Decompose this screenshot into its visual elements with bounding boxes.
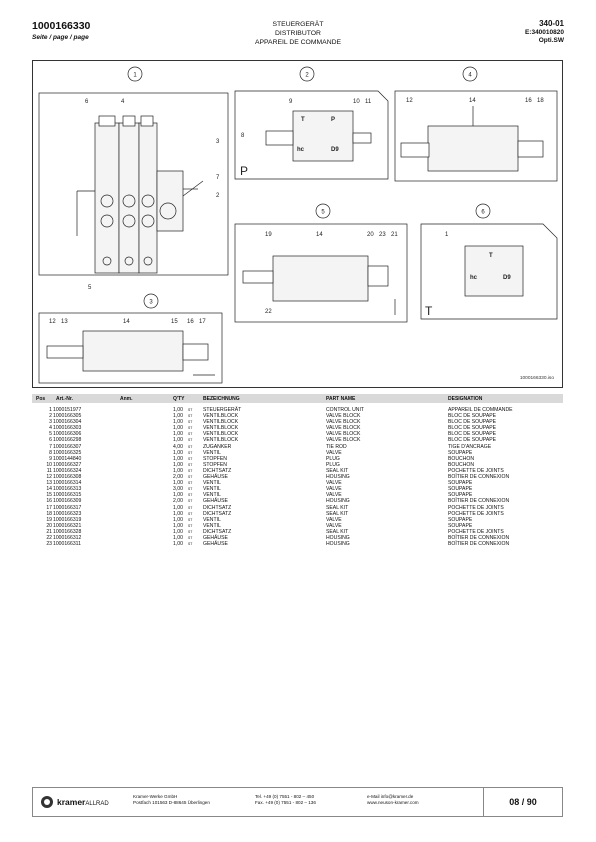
view-4 bbox=[395, 91, 557, 181]
cell-qty: 1,00 bbox=[173, 492, 183, 499]
cell-unit: ST bbox=[188, 450, 193, 455]
part-number: 1000166330 bbox=[32, 20, 91, 32]
cell-pos: 2 bbox=[49, 413, 52, 420]
cell-fr: BLOC DE SOUPAPE bbox=[448, 413, 497, 420]
svg-text:1: 1 bbox=[445, 232, 449, 238]
cell-art: 1000166298 bbox=[53, 437, 82, 444]
cell-fr: POCHETTE DE JOINTS bbox=[448, 504, 504, 511]
col-fr: DESIGNATION bbox=[448, 396, 483, 402]
svg-text:hc: hc bbox=[297, 147, 305, 153]
cell-pos: 22 bbox=[46, 534, 52, 541]
cell-en: VALVE BLOCK bbox=[326, 437, 361, 444]
cell-art: 1000166315 bbox=[53, 492, 82, 499]
view-marker-4 bbox=[463, 67, 477, 81]
col-qty: Q'TY bbox=[173, 396, 185, 402]
cell-qty: 1,00 bbox=[173, 541, 183, 548]
cell-fr: SOUPAPE bbox=[448, 522, 473, 529]
cell-fr: SOUPAPE bbox=[448, 492, 473, 499]
cell-art: 1000166314 bbox=[53, 480, 82, 487]
svg-text:10: 10 bbox=[353, 99, 360, 105]
cell-de: DICHTSATZ bbox=[203, 467, 232, 474]
cell-art: 1000166321 bbox=[53, 522, 82, 529]
cell-unit: ST bbox=[188, 505, 193, 510]
company-logo bbox=[41, 796, 109, 808]
exploded-drawing bbox=[32, 60, 563, 388]
cell-pos: 10 bbox=[46, 461, 52, 468]
svg-text:P: P bbox=[331, 117, 336, 123]
view-1 bbox=[39, 93, 228, 291]
cell-en: HOUSING bbox=[326, 541, 350, 548]
cell-de: VENTIL bbox=[203, 516, 221, 523]
cell-fr: POCHETTE DE JOINTS bbox=[448, 528, 504, 535]
cell-unit: ST bbox=[188, 432, 193, 437]
svg-text:1: 1 bbox=[133, 72, 137, 79]
drawing-svg bbox=[33, 61, 564, 389]
cell-fr: BOÎTIER DE CONNEXION bbox=[448, 474, 510, 481]
svg-text:18: 18 bbox=[537, 98, 544, 104]
svg-text:13: 13 bbox=[61, 319, 68, 325]
cell-unit: ST bbox=[188, 475, 193, 480]
svg-text:15: 15 bbox=[171, 319, 178, 325]
svg-text:19: 19 bbox=[265, 232, 272, 238]
title-de: STEUERGERÄT bbox=[272, 21, 324, 28]
cell-qty: 1,00 bbox=[173, 431, 183, 438]
cell-en: SEAL KIT bbox=[326, 528, 349, 535]
svg-text:T: T bbox=[425, 304, 433, 318]
cell-de: VENTILBLOCK bbox=[203, 419, 239, 426]
cell-pos: 23 bbox=[46, 541, 52, 548]
cell-unit: ST bbox=[188, 481, 193, 486]
col-en: PART NAME bbox=[326, 396, 356, 402]
cell-en: VALVE bbox=[326, 486, 342, 493]
cell-unit: ST bbox=[188, 456, 193, 461]
cell-qty: 4,00 bbox=[173, 443, 183, 450]
cell-unit: ST bbox=[188, 517, 193, 522]
cell-pos: 5 bbox=[49, 431, 52, 438]
svg-text:23: 23 bbox=[379, 232, 386, 238]
cell-fr: POCHETTE DE JOINTS bbox=[448, 510, 504, 517]
cell-qty: 2,00 bbox=[173, 474, 183, 481]
cell-art: 1000144840 bbox=[53, 455, 82, 462]
view-marker-6 bbox=[476, 204, 490, 218]
col-art: Art.-Nr. bbox=[56, 396, 73, 402]
cell-pos: 4 bbox=[49, 425, 52, 432]
svg-text:4: 4 bbox=[121, 99, 125, 105]
cell-pos: 18 bbox=[46, 510, 52, 517]
cell-en: SEAL KIT bbox=[326, 504, 349, 511]
cell-fr: APPAREIL DE COMMANDE bbox=[448, 407, 513, 413]
cell-art: 1000166324 bbox=[53, 467, 82, 474]
page-label: Seite / page / page bbox=[32, 34, 89, 41]
view-3 bbox=[39, 313, 222, 383]
view-marker-3 bbox=[144, 294, 158, 308]
cell-en: VALVE BLOCK bbox=[326, 413, 361, 420]
cell-en: VALVE bbox=[326, 480, 342, 487]
cell-qty: 1,00 bbox=[173, 419, 183, 426]
cell-de: STOPFEN bbox=[203, 461, 227, 468]
svg-text:12: 12 bbox=[406, 98, 413, 104]
cell-art: 1000166311 bbox=[53, 541, 81, 548]
cell-pos: 14 bbox=[46, 486, 52, 493]
svg-text:6: 6 bbox=[481, 209, 485, 216]
cell-pos: 16 bbox=[46, 498, 52, 505]
cell-pos: 7 bbox=[49, 443, 52, 450]
cell-de: VENTILBLOCK bbox=[203, 413, 239, 420]
svg-text:T: T bbox=[489, 253, 493, 259]
cell-art: 1000166327 bbox=[53, 461, 82, 468]
svg-text:5: 5 bbox=[321, 209, 325, 216]
doc-number: 340-01 bbox=[539, 19, 564, 28]
cell-qty: 1,00 bbox=[173, 461, 183, 468]
svg-text:21: 21 bbox=[391, 232, 398, 238]
cell-art: 1000166309 bbox=[53, 498, 82, 505]
cell-art: 1000166306 bbox=[53, 431, 82, 438]
cell-fr: BLOC DE SOUPAPE bbox=[448, 419, 497, 426]
cell-art: 1000166325 bbox=[53, 449, 82, 456]
cell-qty: 1,00 bbox=[173, 504, 183, 511]
svg-text:3: 3 bbox=[216, 139, 220, 145]
view-marker-1 bbox=[128, 67, 142, 81]
cell-en: PLUG bbox=[326, 461, 340, 468]
svg-text:17: 17 bbox=[199, 319, 206, 325]
cell-de: STOPFEN bbox=[203, 455, 227, 462]
svg-text:6: 6 bbox=[85, 99, 89, 105]
cell-pos: 9 bbox=[49, 455, 52, 462]
cell-fr: BOÎTIER DE CONNEXION bbox=[448, 534, 510, 541]
cell-qty: 1,00 bbox=[173, 516, 183, 523]
cell-pos: 19 bbox=[46, 516, 52, 523]
cell-unit: ST bbox=[188, 438, 193, 443]
cell-en: TIE ROD bbox=[326, 443, 347, 450]
cell-de: VENTIL bbox=[203, 449, 221, 456]
svg-text:P: P bbox=[240, 164, 249, 178]
cell-qty: 1,00 bbox=[173, 425, 183, 432]
cell-de: DICHTSATZ bbox=[203, 504, 232, 511]
view-2 bbox=[235, 91, 388, 179]
cell-fr: BLOC DE SOUPAPE bbox=[448, 437, 497, 444]
cell-fr: SOUPAPE bbox=[448, 486, 473, 493]
svg-text:D9: D9 bbox=[331, 147, 339, 153]
cell-art: 1000166323 bbox=[53, 510, 82, 517]
title-en: DISTRIBUTOR bbox=[275, 30, 321, 37]
cell-en: HOUSING bbox=[326, 534, 350, 541]
svg-text:14: 14 bbox=[469, 98, 476, 104]
document-ref bbox=[525, 20, 564, 46]
cell-pos: 8 bbox=[49, 449, 52, 456]
cell-pos: 20 bbox=[46, 522, 52, 529]
cell-fr: SOUPAPE bbox=[448, 480, 473, 487]
cell-pos: 6 bbox=[49, 437, 52, 444]
cell-unit: ST bbox=[188, 444, 193, 449]
cell-art: 1000166308 bbox=[53, 474, 82, 481]
opti-ref: Opti.SW bbox=[538, 37, 564, 44]
view-6 bbox=[421, 224, 557, 319]
cell-pos: 21 bbox=[46, 528, 52, 535]
title-fr: APPAREIL DE COMMANDE bbox=[254, 39, 342, 46]
cell-en: VALVE bbox=[326, 449, 342, 456]
cell-unit: ST bbox=[188, 426, 193, 431]
col-de: BEZEICHNUNG bbox=[203, 396, 240, 402]
company-phone: Tel. +49 (0) 7551 - 802 – 450 Fax. +49 (0) 7551 - 802 – 136 bbox=[255, 794, 316, 805]
cell-qty: 1,00 bbox=[173, 413, 183, 420]
brand-sub: ALLRAD bbox=[85, 801, 109, 807]
cell-qty: 1,00 bbox=[173, 455, 183, 462]
e-reference: E:340010820 bbox=[524, 28, 564, 36]
drawing-reference: 1000166330.iso bbox=[519, 376, 554, 381]
cell-unit: ST bbox=[188, 487, 193, 492]
cell-qty: 1,00 bbox=[173, 480, 183, 487]
svg-text:2: 2 bbox=[305, 72, 309, 79]
cell-unit: ST bbox=[188, 511, 193, 516]
cell-unit: ST bbox=[188, 468, 193, 473]
cell-en: VALVE bbox=[326, 522, 342, 529]
company-contact: e-Mail info@kramer.de www.neuson-kramer.com bbox=[367, 794, 419, 805]
cell-de: VENTILBLOCK bbox=[203, 431, 239, 438]
svg-text:14: 14 bbox=[123, 319, 130, 325]
page-footer bbox=[32, 787, 563, 817]
cell-unit: ST bbox=[188, 414, 193, 419]
parts-table-body bbox=[32, 407, 563, 547]
cell-art: 1000166312 bbox=[53, 534, 82, 541]
cell-pos: 1 bbox=[49, 407, 52, 413]
cell-pos: 15 bbox=[46, 492, 52, 499]
svg-text:16: 16 bbox=[525, 98, 532, 104]
cell-qty: 3,00 bbox=[173, 486, 183, 493]
cell-de: GEHÄUSE bbox=[203, 541, 228, 548]
cell-de: VENTILBLOCK bbox=[203, 425, 239, 432]
cell-fr: TIGE D'ANCRAGE bbox=[448, 443, 492, 450]
svg-text:12: 12 bbox=[49, 319, 56, 325]
cell-fr: BOÎTIER DE CONNEXION bbox=[448, 541, 510, 548]
cell-art: 1000166303 bbox=[53, 425, 82, 432]
svg-text:3: 3 bbox=[149, 299, 153, 306]
cell-de: VENTILBLOCK bbox=[203, 437, 239, 444]
cell-en: CONTROL UNIT bbox=[326, 407, 365, 413]
brand-name: kramer bbox=[57, 797, 86, 807]
cell-unit: ST bbox=[188, 493, 193, 498]
svg-text:14: 14 bbox=[316, 232, 323, 238]
cell-unit: ST bbox=[188, 408, 193, 412]
cell-unit: ST bbox=[188, 542, 193, 547]
cell-unit: ST bbox=[188, 420, 193, 425]
cell-unit: ST bbox=[188, 462, 193, 467]
cell-unit: ST bbox=[188, 535, 193, 540]
cell-fr: BOÎTIER DE CONNEXION bbox=[448, 498, 510, 505]
cell-de: DICHTSATZ bbox=[203, 528, 232, 535]
kramer-logo-icon bbox=[41, 796, 53, 808]
cell-fr: SOUPAPE bbox=[448, 449, 473, 456]
cell-de: GEHÄUSE bbox=[203, 474, 228, 481]
svg-text:T: T bbox=[301, 117, 305, 123]
svg-text:22: 22 bbox=[265, 309, 272, 315]
cell-pos: 17 bbox=[46, 504, 52, 511]
cell-en: VALVE bbox=[326, 516, 342, 523]
svg-text:16: 16 bbox=[187, 319, 194, 325]
cell-en: SEAL KIT bbox=[326, 510, 349, 517]
cell-qty: 2,00 bbox=[173, 498, 183, 505]
cell-de: GEHÄUSE bbox=[203, 498, 228, 505]
col-anm: Anm. bbox=[120, 396, 133, 402]
cell-pos: 3 bbox=[49, 419, 52, 426]
cell-en: VALVE BLOCK bbox=[326, 419, 361, 426]
svg-text:9: 9 bbox=[289, 99, 293, 105]
cell-art: 1000166307 bbox=[53, 443, 82, 450]
svg-text:D9: D9 bbox=[503, 275, 511, 281]
cell-art: 1000151977 bbox=[53, 407, 82, 413]
cell-fr: BOUCHON bbox=[448, 461, 475, 468]
cell-art: 1000166305 bbox=[53, 413, 82, 420]
cell-qty: 1,00 bbox=[173, 522, 183, 529]
cell-de: VENTIL bbox=[203, 480, 221, 487]
view-5 bbox=[235, 224, 407, 322]
cell-fr: BOUCHON bbox=[448, 455, 475, 462]
cell-unit: ST bbox=[188, 499, 193, 504]
document-title bbox=[200, 20, 396, 47]
svg-text:4: 4 bbox=[468, 72, 472, 79]
cell-fr: BLOC DE SOUPAPE bbox=[448, 425, 497, 432]
cell-art: 1000166317 bbox=[53, 504, 82, 511]
cell-de: VENTIL bbox=[203, 486, 221, 493]
cell-en: HOUSING bbox=[326, 498, 350, 505]
cell-en: PLUG bbox=[326, 455, 340, 462]
cell-art: 1000166304 bbox=[53, 419, 82, 426]
cell-pos: 13 bbox=[46, 480, 52, 487]
company-address: Kramer-Werke GmbH Postfach 101563 D-88645 Überlingen bbox=[133, 794, 210, 805]
svg-text:20: 20 bbox=[367, 232, 374, 238]
cell-qty: 1,00 bbox=[173, 510, 183, 517]
cell-de: GEHÄUSE bbox=[203, 534, 228, 541]
svg-text:hc: hc bbox=[470, 275, 478, 281]
cell-fr: POCHETTE DE JOINTS bbox=[448, 467, 504, 474]
cell-de: VENTIL bbox=[203, 492, 221, 499]
cell-en: VALVE BLOCK bbox=[326, 425, 361, 432]
svg-text:5: 5 bbox=[88, 285, 92, 291]
cell-en: VALVE bbox=[326, 492, 342, 499]
cell-pos: 12 bbox=[46, 474, 52, 481]
cell-qty: 1,00 bbox=[173, 437, 183, 444]
cell-de: DICHTSATZ bbox=[203, 510, 232, 517]
cell-fr: BLOC DE SOUPAPE bbox=[448, 431, 497, 438]
cell-qty: 1,00 bbox=[173, 528, 183, 535]
cell-en: VALVE BLOCK bbox=[326, 431, 361, 438]
cell-pos: 11 bbox=[46, 467, 52, 474]
cell-art: 1000166319 bbox=[53, 516, 82, 523]
col-pos: Pos bbox=[36, 396, 46, 402]
cell-qty: 1,00 bbox=[173, 407, 183, 413]
cell-art: 1000166313 bbox=[53, 486, 82, 493]
cell-en: SEAL KIT bbox=[326, 467, 349, 474]
cell-unit: ST bbox=[188, 523, 193, 528]
cell-fr: SOUPAPE bbox=[448, 516, 473, 523]
cell-qty: 1,00 bbox=[173, 449, 183, 456]
cell-de: VENTIL bbox=[203, 522, 221, 529]
view-marker-5 bbox=[316, 204, 330, 218]
svg-text:2: 2 bbox=[216, 193, 220, 199]
cell-unit: ST bbox=[188, 529, 193, 534]
cell-de: STEUERGERÄT bbox=[203, 407, 242, 413]
svg-text:8: 8 bbox=[241, 133, 245, 139]
view-marker-2 bbox=[300, 67, 314, 81]
table-row bbox=[32, 541, 563, 547]
cell-en: HOUSING bbox=[326, 474, 350, 481]
parts-table-header bbox=[32, 394, 563, 403]
cell-de: ZUGANKER bbox=[203, 443, 232, 450]
page-number: 08 / 90 bbox=[483, 788, 562, 816]
cell-qty: 1,00 bbox=[173, 534, 183, 541]
cell-qty: 1,00 bbox=[173, 467, 183, 474]
svg-text:7: 7 bbox=[216, 175, 220, 181]
svg-text:11: 11 bbox=[365, 99, 372, 105]
cell-art: 1000166328 bbox=[53, 528, 82, 535]
